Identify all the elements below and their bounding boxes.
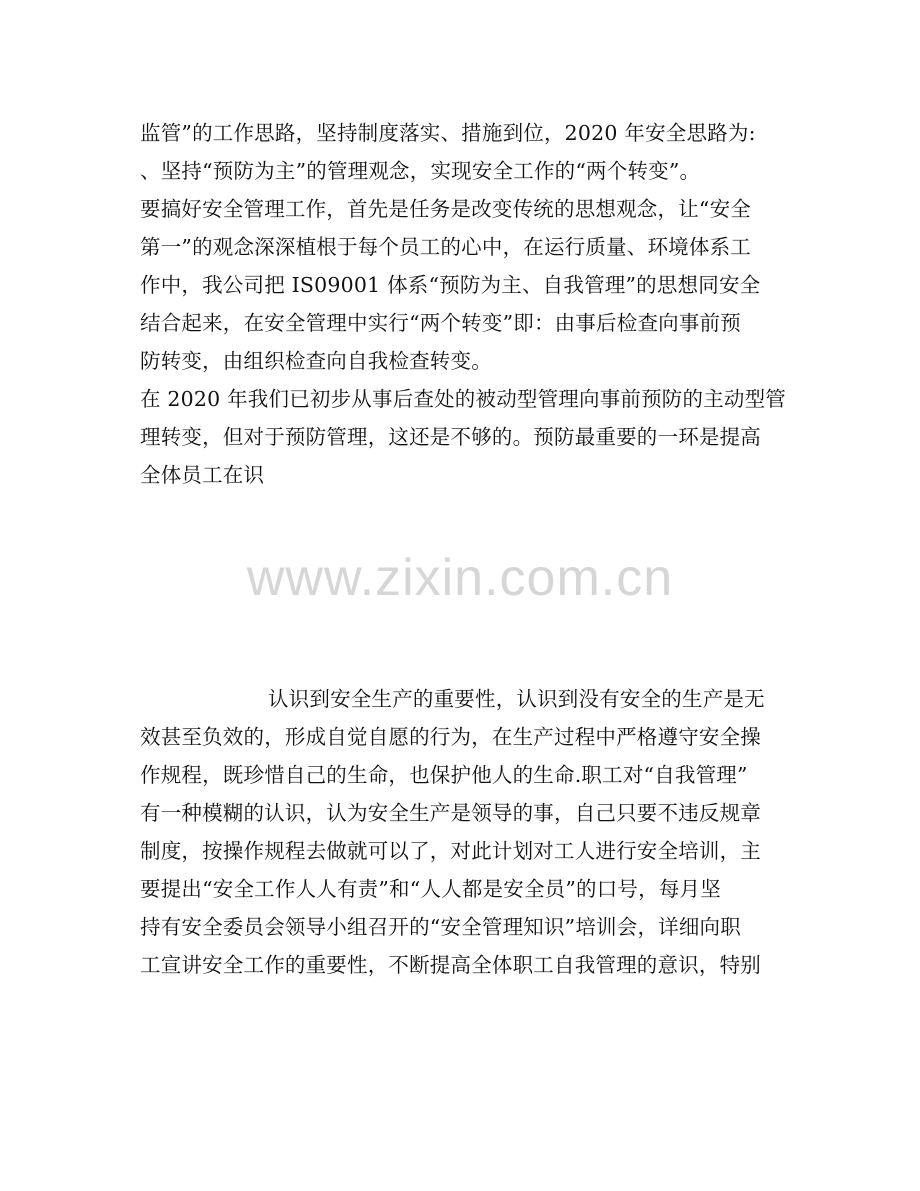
text-line: 要搞好安全管理工作，首先是任务是改变传统的思想观念，让“安全 bbox=[140, 197, 751, 221]
text-line: 持有安全委员会领导小组召开的“安全管理知识”培训会，详细向职 bbox=[140, 915, 741, 939]
text-line: 作规程，既珍惜自己的生命，也保护他人的生命.职工对“自我管理” bbox=[140, 763, 748, 787]
text-line: 结合起来，在安全管理中实行“两个转变”即：由事后检查向事前预 bbox=[140, 311, 741, 335]
paragraph-block-top bbox=[140, 114, 787, 494]
text-line: 第一”的观念深深植根于每个员工的心中，在运行质量、环境体系工 bbox=[140, 235, 751, 259]
watermark: www.zixin.com.cn bbox=[246, 549, 674, 607]
paragraph-block-bottom bbox=[140, 680, 780, 984]
text-line: 防转变，由组织检查向自我检查转变。 bbox=[140, 349, 492, 373]
text-line: 制度，按操作规程去做就可以了，对此计划对工人进行安全培训，主 bbox=[140, 839, 761, 863]
text-line-indented: 认识到安全生产的重要性，认识到没有安全的生产是无 bbox=[268, 687, 765, 711]
text-line: 效甚至负效的，形成自觉自愿的行为，在生产过程中严格遵守安全操 bbox=[140, 725, 761, 749]
text-line: 要提出“安全工作人人有责”和“人人都是安全员”的口号，每月坚 bbox=[140, 877, 721, 901]
text-line: 有一种模糊的认识，认为安全生产是领导的事，自己只要不违反规章 bbox=[140, 801, 761, 825]
text-line: 、坚持“预防为主”的管理观念，实现安全工作的“两个转变”。 bbox=[140, 159, 701, 183]
text-line: 工宣讲安全工作的重要性，不断提高全体职工自我管理的意识，特别 bbox=[140, 953, 761, 977]
text-line: 全体员工在识 bbox=[140, 463, 265, 487]
text-line: 在 2020 年我们已初步从事后查处的被动型管理向事前预防的主动型管 bbox=[140, 387, 787, 411]
text-line: 理转变，但对于预防管理，这还是不够的。预防最重要的一环是提高 bbox=[140, 425, 761, 449]
text-line: 监管”的工作思路，坚持制度落实、措施到位，2020 年安全思路为: bbox=[140, 121, 756, 145]
text-line: 作中，我公司把 IS09001 体系“预防为主、自我管理”的思想同安全 bbox=[140, 273, 761, 297]
